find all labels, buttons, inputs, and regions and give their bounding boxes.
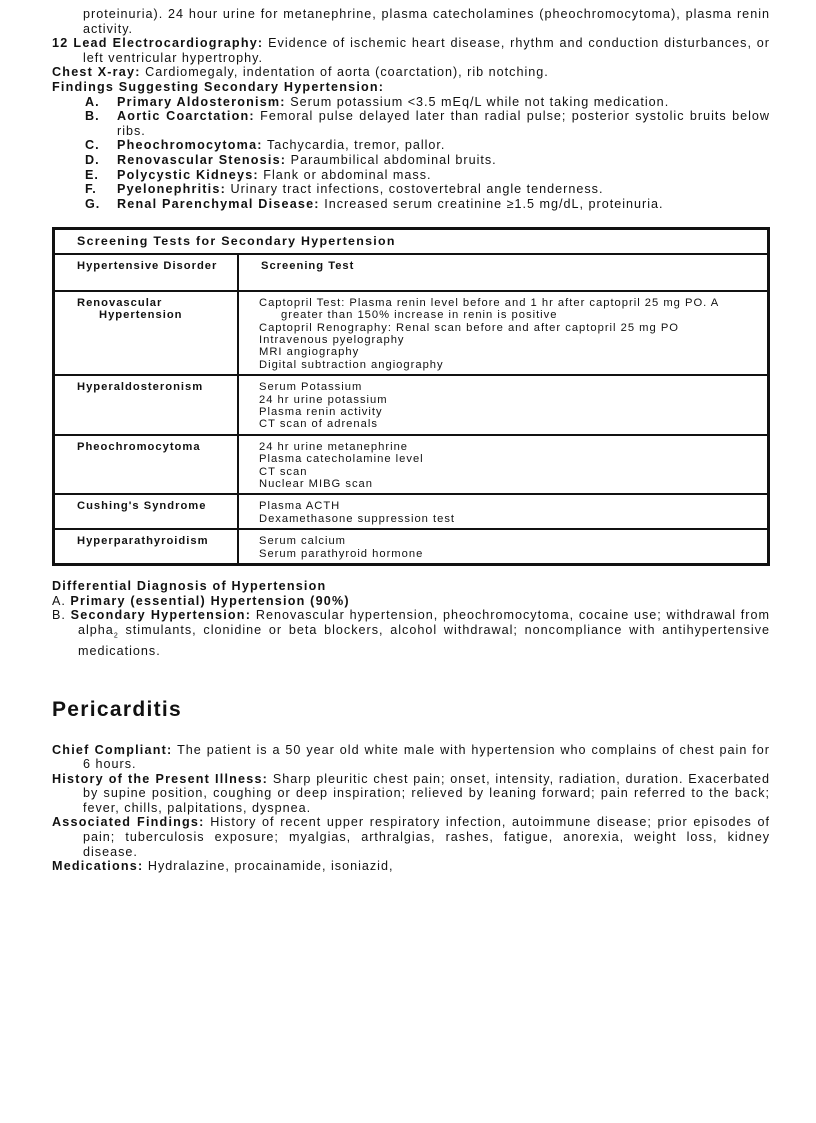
finding-key: E. xyxy=(85,167,99,182)
tests-cell xyxy=(238,529,769,564)
finding-label: Aortic Coarctation: xyxy=(117,109,255,124)
disorder-cell xyxy=(54,435,239,495)
table-row xyxy=(54,435,769,495)
section-label: Associated Findings: xyxy=(52,815,205,830)
finding-body xyxy=(117,182,770,197)
table-row xyxy=(54,375,769,435)
finding-body xyxy=(117,109,770,138)
screening-test: Plasma ACTH xyxy=(259,500,341,513)
differential-heading: Differential Diagnosis of Hypertension xyxy=(52,579,327,594)
finding-body xyxy=(117,95,770,110)
ecg-text: Evidence of ischemic heart disease, rhythm and conduction disturbances, or left ventricular hypertrophy. xyxy=(83,36,770,65)
finding-label: Primary Aldosteronism: xyxy=(117,94,286,109)
header-disorder: Hypertensive Disorder xyxy=(77,259,218,272)
screening-test: Plasma catecholamine level xyxy=(259,453,424,466)
finding-key: D. xyxy=(85,152,100,167)
screening-test: CT scan xyxy=(259,465,308,478)
finding-text: Tachycardia, tremor, pallor. xyxy=(262,138,446,153)
screening-test: 24 hr urine potassium xyxy=(259,393,388,406)
disorder-name: Renovascular Hypertension xyxy=(77,296,183,322)
finding-body xyxy=(117,168,770,183)
finding-key: F. xyxy=(85,182,97,197)
subscript: 2 xyxy=(113,632,119,640)
tests-cell xyxy=(238,375,769,435)
differential-diagnosis xyxy=(52,579,770,658)
finding-item xyxy=(85,153,770,168)
disorder-cell xyxy=(54,494,239,529)
disorder-name: Cushing's Syndrome xyxy=(77,500,207,513)
finding-item xyxy=(85,138,770,153)
table-title: Screening Tests for Secondary Hypertension xyxy=(54,229,769,254)
table-row xyxy=(54,291,769,375)
screening-test: Serum Potassium xyxy=(259,381,363,394)
screening-test: Digital subtraction angiography xyxy=(259,358,444,371)
finding-body xyxy=(117,138,770,153)
tests-cell xyxy=(238,494,769,529)
finding-item xyxy=(85,95,770,110)
workup-continuation: proteinuria). 24 hour urine for metanephrine, plasma catecholamines (pheochromocytoma), plasma renin activity. xyxy=(83,7,770,36)
disorder-name: Hyperaldosteronism xyxy=(77,381,204,394)
ecg-label: 12 Lead Electrocardiography: xyxy=(52,36,264,51)
finding-text: Urinary tract infections, costovertebral angle tenderness. xyxy=(225,182,604,197)
finding-body xyxy=(117,197,770,212)
ecg-paragraph xyxy=(52,36,770,65)
disorder-cell xyxy=(54,375,239,435)
item-label: Secondary Hypertension: xyxy=(70,608,252,623)
finding-key: G. xyxy=(85,196,101,211)
finding-text: Paraumbilical abdominal bruits. xyxy=(286,152,497,167)
item-text: Renovascular hypertension, pheochromocytoma, cocaine use; withdrawal from alpha xyxy=(78,608,770,637)
differential-item-b xyxy=(52,608,770,658)
pericarditis-section xyxy=(52,859,770,874)
finding-label: Polycystic Kidneys: xyxy=(117,167,259,182)
finding-item xyxy=(85,168,770,183)
document-page xyxy=(52,7,770,874)
finding-label: Renovascular Stenosis: xyxy=(117,152,287,167)
differential-item-a xyxy=(52,594,770,609)
screening-test: Serum calcium xyxy=(259,535,346,548)
chest-xray-text: Cardiomegaly, indentation of aorta (coarctation), rib notching. xyxy=(140,65,549,80)
item-text: stimulants, clonidine or beta blockers, alcohol withdrawal; noncompliance with antihypertensive medications. xyxy=(78,622,770,658)
finding-key: C. xyxy=(85,138,100,153)
screening-test: Serum parathyroid hormone xyxy=(259,547,424,560)
disorder-cell xyxy=(54,291,239,375)
section-text: The patient is a 50 year old white male with hypertension who complains of chest pain for 6 hours. xyxy=(83,742,770,772)
section-text: Sharp pleuritic chest pain; onset, intensity, radiation, duration. Exacerbated by supine position, coughing or deep inspiration; relieved by leaning forward; pain referred to the back; fever, chills, palpitations, dyspnea. xyxy=(83,771,770,815)
table-row xyxy=(54,494,769,529)
table-header-row xyxy=(54,254,769,291)
finding-key: A. xyxy=(85,94,100,109)
finding-label: Pheochromocytoma: xyxy=(117,138,263,153)
header-screening-test: Screening Test xyxy=(238,254,769,291)
section-title-pericarditis: Pericarditis xyxy=(52,697,182,721)
table-row xyxy=(54,529,769,564)
section-label: Medications: xyxy=(52,859,144,874)
finding-label: Renal Parenchymal Disease: xyxy=(117,196,320,211)
finding-label: Pyelonephritis: xyxy=(117,182,226,197)
screening-tests-table xyxy=(52,227,770,566)
section-text: History of recent upper respiratory infection, autoimmune disease; prior episodes of pain; tuberculosis exposure; myalgias, arthralgias, rashes, fatigue, anorexia, weight loss, kidney disease. xyxy=(83,815,770,859)
finding-item xyxy=(85,197,770,212)
pericarditis-sections xyxy=(52,743,770,874)
pericarditis-section xyxy=(52,743,770,772)
disorder-name: Pheochromocytoma xyxy=(77,440,201,453)
item-key: B. xyxy=(52,608,66,623)
chest-xray-paragraph xyxy=(52,65,770,80)
item-label: Primary (essential) Hypertension (90%) xyxy=(70,593,350,608)
tests-cell xyxy=(238,435,769,495)
screening-test: Nuclear MIBG scan xyxy=(259,478,373,490)
screening-test: Captopril Renography: Renal scan before and after captopril 25 mg PO xyxy=(259,321,679,334)
screening-test: Plasma renin activity xyxy=(259,405,383,418)
screening-test: Intravenous pyelography xyxy=(259,333,405,346)
chest-xray-label: Chest X-ray: xyxy=(52,65,141,80)
finding-body xyxy=(117,153,770,168)
finding-text: Flank or abdominal mass. xyxy=(258,167,432,182)
finding-key: B. xyxy=(85,109,100,124)
screening-test: MRI angiography xyxy=(259,346,360,359)
item-key: A. xyxy=(52,593,66,608)
screening-test: Captopril Test: Plasma renin level before and 1 hr after captopril 25 mg PO. A greater than 150% increase in renin is positive xyxy=(259,296,719,322)
finding-text: Femoral pulse delayed later than radial pulse; posterior systolic bruits below ribs. xyxy=(117,109,770,138)
finding-item xyxy=(85,109,770,138)
section-label: Chief Compliant: xyxy=(52,742,173,757)
findings-list xyxy=(52,95,770,212)
section-label: History of the Present Illness: xyxy=(52,771,269,786)
finding-text: Serum potassium <3.5 mEq/L while not taking medication. xyxy=(285,94,670,109)
screening-test: 24 hr urine metanephrine xyxy=(259,440,409,453)
section-text: Hydralazine, procainamide, isoniazid, xyxy=(143,859,394,874)
pericarditis-section xyxy=(52,815,770,859)
finding-text: Increased serum creatinine ≥1.5 mg/dL, proteinuria. xyxy=(319,196,664,211)
findings-heading: Findings Suggesting Secondary Hypertension: xyxy=(52,79,385,94)
disorder-cell xyxy=(54,529,239,564)
pericarditis-section xyxy=(52,772,770,816)
screening-test: CT scan of adrenals xyxy=(259,418,378,431)
disorder-name: Hyperparathyroidism xyxy=(77,535,209,548)
screening-test: Dexamethasone suppression test xyxy=(259,512,456,525)
tests-cell xyxy=(238,291,769,375)
finding-item xyxy=(85,182,770,197)
